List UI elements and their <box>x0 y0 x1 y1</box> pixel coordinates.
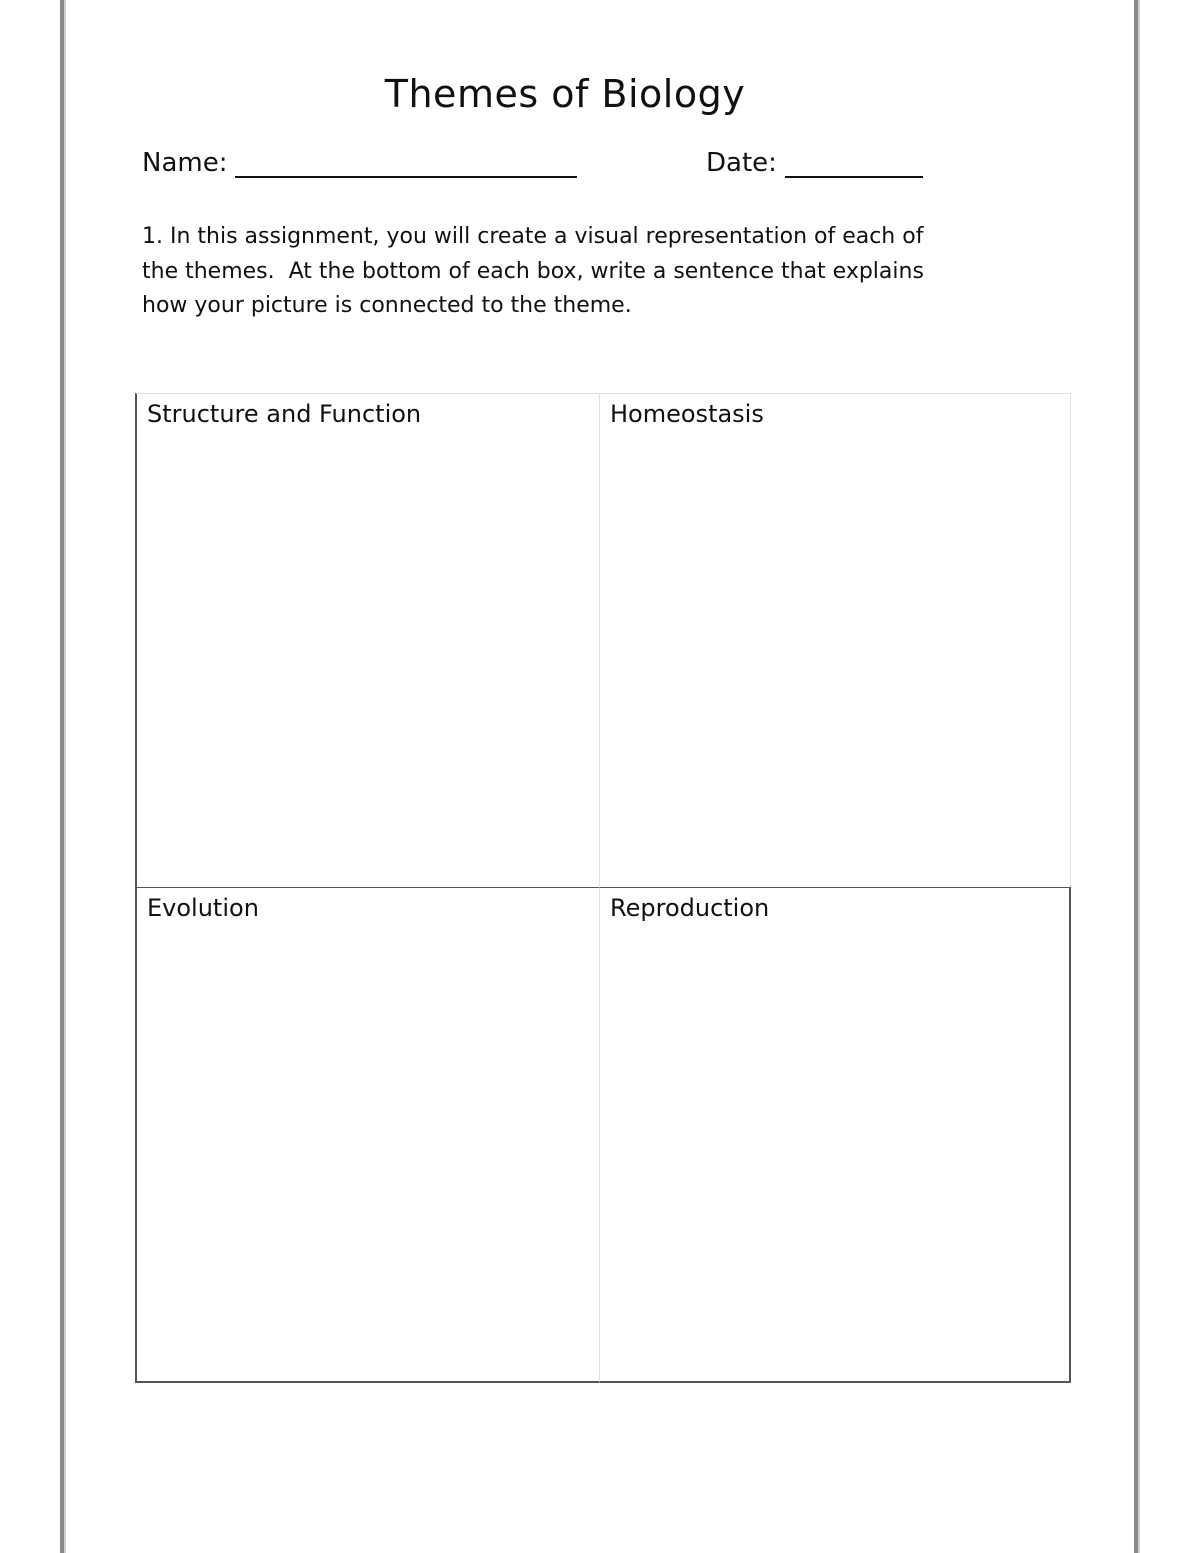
theme-box-evolution[interactable] <box>135 887 600 1383</box>
page-border-right <box>1134 0 1139 1553</box>
themes-grid <box>135 393 1071 1383</box>
date-blank-line[interactable] <box>785 150 923 178</box>
theme-box-homeostasis[interactable] <box>600 393 1071 887</box>
name-field <box>142 148 577 178</box>
name-blank-line[interactable] <box>235 150 577 178</box>
date-label: Date: <box>706 148 777 178</box>
name-label: Name: <box>142 148 228 178</box>
page-border-left <box>60 0 65 1553</box>
worksheet-title: Themes of Biology <box>384 72 746 116</box>
instructions-text: 1. In this assignment, you will create a visual representation of each of the themes. At the bottom of each box, write a sentence that explains how your picture is connected to the theme. <box>142 224 924 318</box>
date-field <box>706 148 923 178</box>
theme-box-structure-function[interactable] <box>135 393 600 887</box>
theme-box-label: Structure and Function <box>147 400 422 428</box>
theme-box-label: Homeostasis <box>610 400 764 428</box>
theme-box-label: Reproduction <box>610 894 770 922</box>
theme-box-reproduction[interactable] <box>600 887 1071 1383</box>
theme-box-label: Evolution <box>147 894 259 922</box>
